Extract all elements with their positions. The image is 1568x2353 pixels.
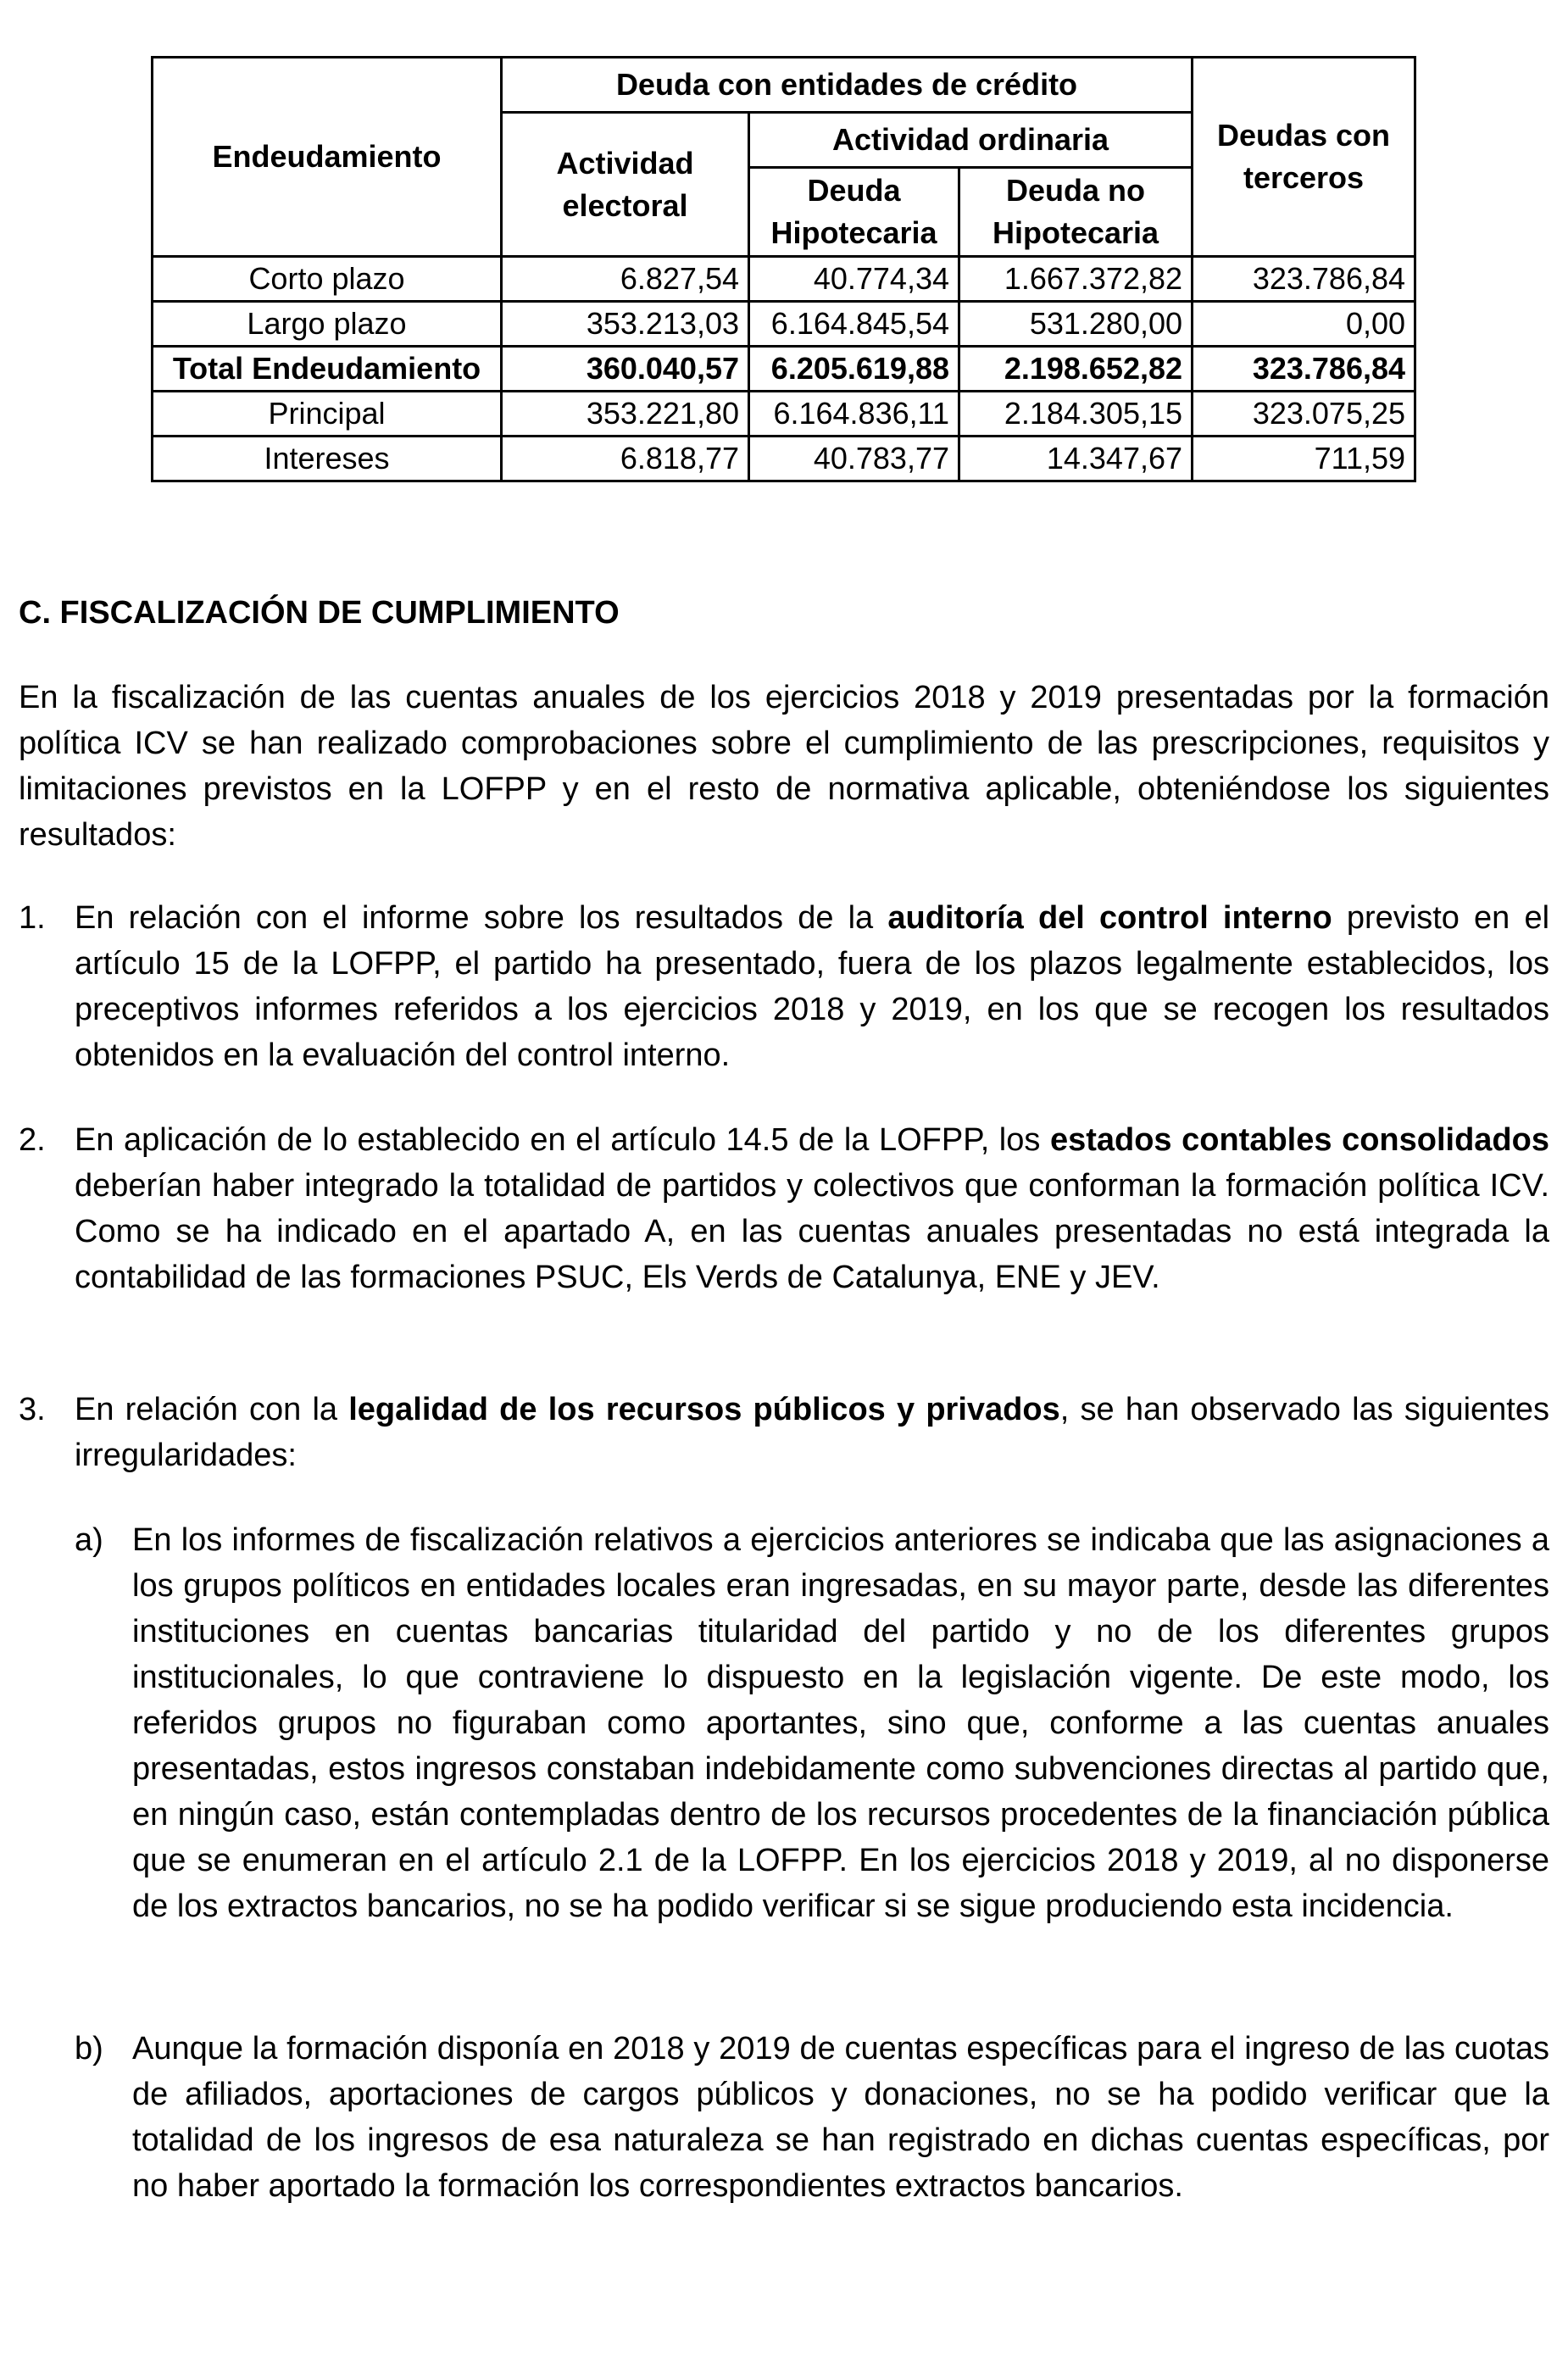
cell-electoral: 6.827,54 — [502, 257, 749, 302]
row-label: Total Endeudamiento — [153, 347, 502, 392]
header-ordinary: Actividad ordinaria — [749, 113, 1193, 168]
header-third-party: Deudas con terceros — [1193, 58, 1415, 257]
cell-mortgage: 6.164.836,11 — [749, 392, 959, 437]
cell-electoral: 6.818,77 — [502, 437, 749, 481]
table-row — [153, 302, 1415, 347]
cell-third-party: 0,00 — [1193, 302, 1415, 347]
cell-third-party: 711,59 — [1193, 437, 1415, 481]
item-3-paragraph — [75, 1387, 1549, 1478]
cell-third-party: 323.075,25 — [1193, 392, 1415, 437]
cell-non-mortgage: 531.280,00 — [959, 302, 1193, 347]
cell-electoral: 353.221,80 — [502, 392, 749, 437]
cell-mortgage: 6.164.845,54 — [749, 302, 959, 347]
cell-non-mortgage: 1.667.372,82 — [959, 257, 1193, 302]
row-label: Principal — [153, 392, 502, 437]
table-row — [153, 437, 1415, 481]
item-3-pre: En relación con la — [75, 1392, 349, 1427]
cell-third-party: 323.786,84 — [1193, 347, 1415, 392]
debt-table — [151, 56, 1416, 482]
item-2-post: deberían haber integrado la totalidad de partidos y colectivos que conforman la formación política ICV. Como se ha indicado en el apartado A, en las cuentas anuales presentadas no está integrada la contabilidad de las formaciones PSUC, Els Verds de Catalunya, ENE y JEV. — [75, 1168, 1549, 1295]
item-2-bold: estados contables consolidados — [1049, 1122, 1549, 1158]
cell-non-mortgage: 14.347,67 — [959, 437, 1193, 481]
header-credit-group: Deuda con entidades de crédito — [502, 58, 1193, 113]
subitem-a-paragraph: En los informes de fiscalización relativos a ejercicios anteriores se indicaba que las asignaciones a los grupos políticos en entidades locales eran ingresadas, en su mayor parte, desde las diferentes instituciones en cuentas bancarias titularidad del partido y no de los diferentes grupos institucionales, lo que contraviene lo dispuesto en la legislación vigente. De este modo, los referidos grupos no figuraban como aportantes, sino que, conforme a las cuentas anuales presentadas, estos ingresos constaban indebidamente como subvenciones directas al partido que, en ningún caso, están contempladas dentro de los recursos procedentes de la financiación pública que se enumeran en el artículo 2.1 de la LOFPP. En los ejercicios 2018 y 2019, al no disponerse de los extractos bancarios, no se ha podido verificar si se sigue produciendo esta incidencia. — [132, 1522, 1549, 1924]
header-non-mortgage: Deuda no Hipotecaria — [959, 168, 1193, 257]
row-label: Intereses — [153, 437, 502, 481]
cell-electoral: 353.213,03 — [502, 302, 749, 347]
item-3-bold: legalidad de los recursos públicos y privados — [348, 1392, 1060, 1427]
table-row-total — [153, 347, 1415, 392]
header-endeudamiento: Endeudamiento — [153, 58, 502, 257]
table-row — [153, 392, 1415, 437]
cell-non-mortgage: 2.184.305,15 — [959, 392, 1193, 437]
item-1-paragraph — [75, 895, 1549, 1078]
section-heading: C. FISCALIZACIÓN DE CUMPLIMIENTO — [19, 595, 620, 631]
item-1-pre: En relación con el informe sobre los resultados de la — [75, 900, 888, 936]
item-1-bold: auditoría del control interno — [887, 900, 1332, 936]
item-3-post: , se han observado las siguientes irregularidades: — [75, 1392, 1549, 1473]
subitem-b-paragraph: Aunque la formación disponía en 2018 y 2019 de cuentas específicas para el ingreso de las cuotas de afiliados, aportaciones de cargos públicos y donaciones, no se ha podido verificar que la totalidad de los ingresos de esa naturaleza se han registrado en dichas cuentas específicas, por no haber aportado la formación los correspondientes extractos bancarios. — [132, 2031, 1549, 2204]
cell-electoral: 360.040,57 — [502, 347, 749, 392]
subitem-letter: b) — [75, 2031, 103, 2067]
cell-third-party: 323.786,84 — [1193, 257, 1415, 302]
cell-non-mortgage: 2.198.652,82 — [959, 347, 1193, 392]
item-1-post: previsto en el artículo 15 de la LOFPP, el partido ha presentado, fuera de los plazos legalmente establecidos, los preceptivos informes referidos a los ejercicios 2018 y 2019, en los que se recogen los resultados obtenidos en la evaluación del control interno. — [75, 900, 1550, 1073]
item-number: 1. — [19, 900, 46, 936]
subitem-letter: a) — [75, 1522, 103, 1558]
row-label: Largo plazo — [153, 302, 502, 347]
item-number: 2. — [19, 1122, 46, 1158]
item-2-pre: En aplicación de lo establecido en el artículo 14.5 de la LOFPP, los — [75, 1122, 1050, 1158]
header-electoral: Actividad electoral — [502, 113, 749, 257]
cell-mortgage: 40.783,77 — [749, 437, 959, 481]
intro-paragraph: En la fiscalización de las cuentas anuales de los ejercicios 2018 y 2019 presentadas por la formación política ICV se han realizado comprobaciones sobre el cumplimiento de las prescripciones, requisitos y limitaciones previstos en la LOFPP y en el resto de normativa aplicable, obteniéndose los siguientes resultados: — [19, 680, 1549, 853]
item-number: 3. — [19, 1392, 46, 1427]
cell-mortgage: 6.205.619,88 — [749, 347, 959, 392]
header-mortgage: Deuda Hipotecaria — [749, 168, 959, 257]
cell-mortgage: 40.774,34 — [749, 257, 959, 302]
row-label: Corto plazo — [153, 257, 502, 302]
item-2-paragraph — [75, 1117, 1549, 1300]
table-row — [153, 257, 1415, 302]
